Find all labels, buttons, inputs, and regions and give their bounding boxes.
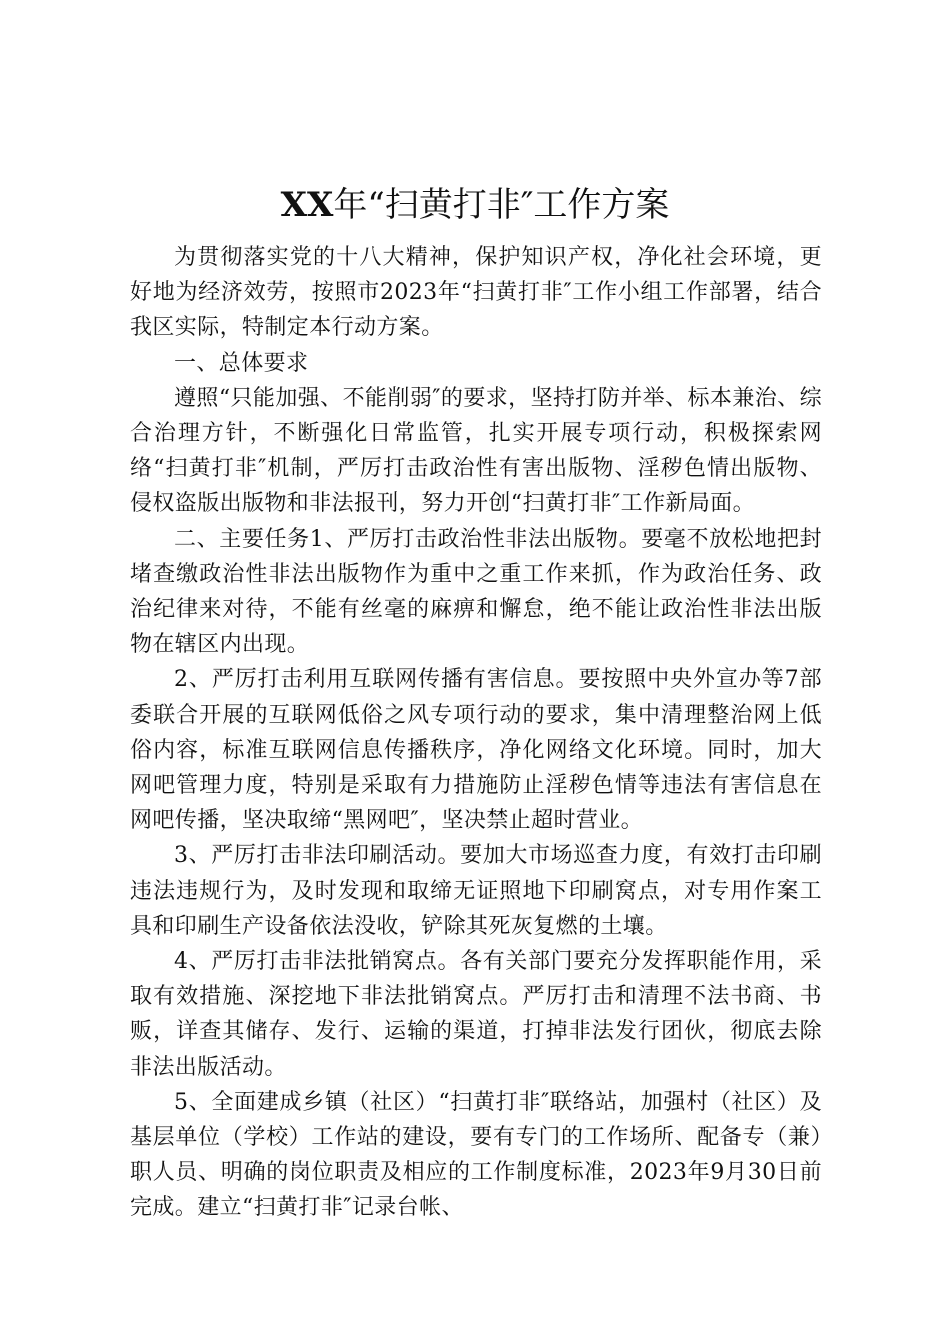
title-prefix: XX	[280, 185, 334, 225]
paragraph-main-tasks-2: 2、严厉打击利用互联网传播有害信息。要按照中央外宣办等7部委联合开展的互联网低俗之风专项行动的要求，集中清理整治网上低俗内容，标准互联网信息传播秩序，净化网络文化环境。同时，加大网吧管理力度，特别是采取有力措施防止淫秽色情等违法有害信息在网吧传播，坚决取缔“黑网吧″，坚决禁止超时营业。	[130, 667, 822, 834]
document-body	[130, 240, 822, 1226]
paragraph-main-tasks-1: 二、主要任务1、严厉打击政治性非法出版物。要毫不放松地把封堵查缴政治性非法出版物作为重中之重工作来抓，作为政治任务、政治纪律来对待，不能有丝毫的麻痹和懈怠，绝不能让政治性非法出版物在辖区内出现。	[130, 526, 822, 658]
paragraph-main-tasks-4: 4、严厉打击非法批销窝点。各有关部门要充分发挥职能作用，采取有效措施、深挖地下非法批销窝点。严厉打击和清理不法书商、书贩，详查其储存、发行、运输的渠道，打掉非法发行团伙，彻底去除非法出版活动。	[130, 949, 822, 1080]
title-text: 年“扫黄打非″工作方案	[333, 185, 670, 225]
section-heading-general-requirements: 一、总体要求	[174, 350, 309, 376]
paragraph-main-tasks-3: 3、严厉打击非法印刷活动。要加大市场巡查力度，有效打击印刷违法违规行为，及时发现和取缔无证照地下印刷窝点，对专用作案工具和印刷生产设备依法没收，铲除其死灰复燃的土壤。	[130, 843, 822, 939]
paragraph-intro: 为贯彻落实党的十八大精神，保护知识产权，净化社会环境，更好地为经济效劳，按照市2023年“扫黄打非″工作小组工作部署，结合我区实际，特制定本行动方案。	[130, 245, 822, 341]
document-title	[0, 183, 950, 227]
paragraph-main-tasks-5: 5、全面建成乡镇（社区）“扫黄打非″联络站，加强村（社区）及基层单位（学校）工作站的建设，要有专门的工作场所、配备专（兼）职人员、明确的岗位职责及相应的工作制度标准，2023年9月30日前完成。建立“扫黄打非″记录台帐、	[130, 1089, 822, 1221]
paragraph-general-requirements: 遵照“只能加强、不能削弱″的要求，坚持打防并举、标本兼治、综合治理方针，不断强化日常监管，扎实开展专项行动，积极探索网络“扫黄打非″机制，严厉打击政治性有害出版物、淫秽色情出版物、侵权盗版出版物和非法报刊，努力开创“扫黄打非″工作新局面。	[130, 385, 822, 517]
